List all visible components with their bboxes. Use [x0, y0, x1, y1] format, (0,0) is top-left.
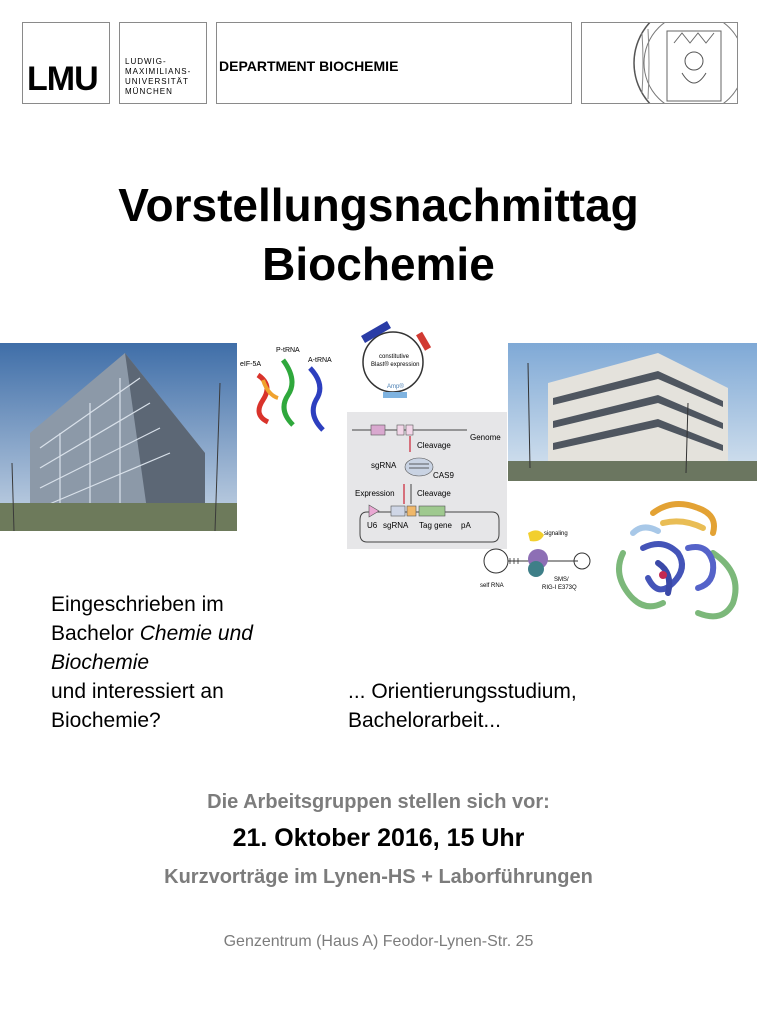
university-seal [581, 22, 738, 104]
rigi-label-e373q: RIG-I E373Q [542, 585, 577, 591]
purpose-text: ... Orientierungsstudium, Bachelorarbeit... [348, 680, 577, 732]
crispr-label-tag-gene: Tag gene [419, 521, 452, 530]
plasmid-figure [343, 310, 440, 405]
rigi-signaling-figure [478, 525, 596, 592]
building-photo-left [0, 343, 237, 531]
lmu-logo-box [22, 22, 110, 104]
event-address: Genzentrum (Haus A) Feodor-Lynen-Str. 25 [223, 933, 534, 950]
seal-image [582, 23, 738, 104]
crispr-label-genome: Genome [470, 433, 501, 442]
crispr-label-pa: pA [461, 521, 471, 530]
university-name: LUDWIG- MAXIMILIANS- UNIVERSITÄT MÜNCHEN [125, 57, 192, 96]
plasmid-label-1: constitutive [379, 354, 410, 360]
crispr-label-sgrna: sgRNA [371, 461, 397, 470]
crispr-label-cleavage-bottom: Cleavage [417, 489, 451, 498]
groups-heading: Die Arbeitsgruppen stellen sich vor: [207, 791, 550, 813]
trna-structure-figure [238, 340, 338, 435]
crispr-label-u6: U6 [367, 521, 378, 530]
lmu-logo-letters: LMU [27, 60, 98, 98]
title-line-2: Biochemie [262, 238, 495, 290]
protein-structure-figure [603, 493, 757, 633]
crispr-label-cas9: CAS9 [433, 471, 454, 480]
department-box [216, 22, 572, 104]
event-date: 21. Oktober 2016, 15 Uhr [232, 824, 525, 852]
crispr-label-expression: Expression [355, 489, 395, 498]
rigi-label-self-rna: self RNA [480, 583, 504, 589]
university-name-box [119, 22, 207, 104]
crispr-label-cleavage-top: Cleavage [417, 441, 451, 450]
crispr-label-sgrna-2: sgRNA [383, 521, 409, 530]
trna-label-eif5a: eIF-5A [240, 361, 262, 368]
trna-label-a: A-tRNA [308, 357, 332, 364]
trna-label-p: P-tRNA [276, 347, 300, 354]
plasmid-label-2: Blast® expression [371, 362, 420, 368]
plasmid-label-3: Amp® [387, 384, 404, 390]
talks-info: Kurzvorträge im Lynen-HS + Laborführungen [164, 866, 593, 888]
title-line-1: Vorstellungsnachmittag [118, 179, 639, 231]
rigi-label-signaling: signaling [544, 531, 568, 537]
intro-text: Eingeschrieben im Bachelor Chemie und Biochemie und interessiert an Biochemie? [51, 593, 253, 732]
rigi-label-sms: SMS/ [554, 577, 569, 583]
department-name: DEPARTMENT BIOCHEMIE [219, 58, 399, 74]
building-photo-right [508, 343, 757, 481]
